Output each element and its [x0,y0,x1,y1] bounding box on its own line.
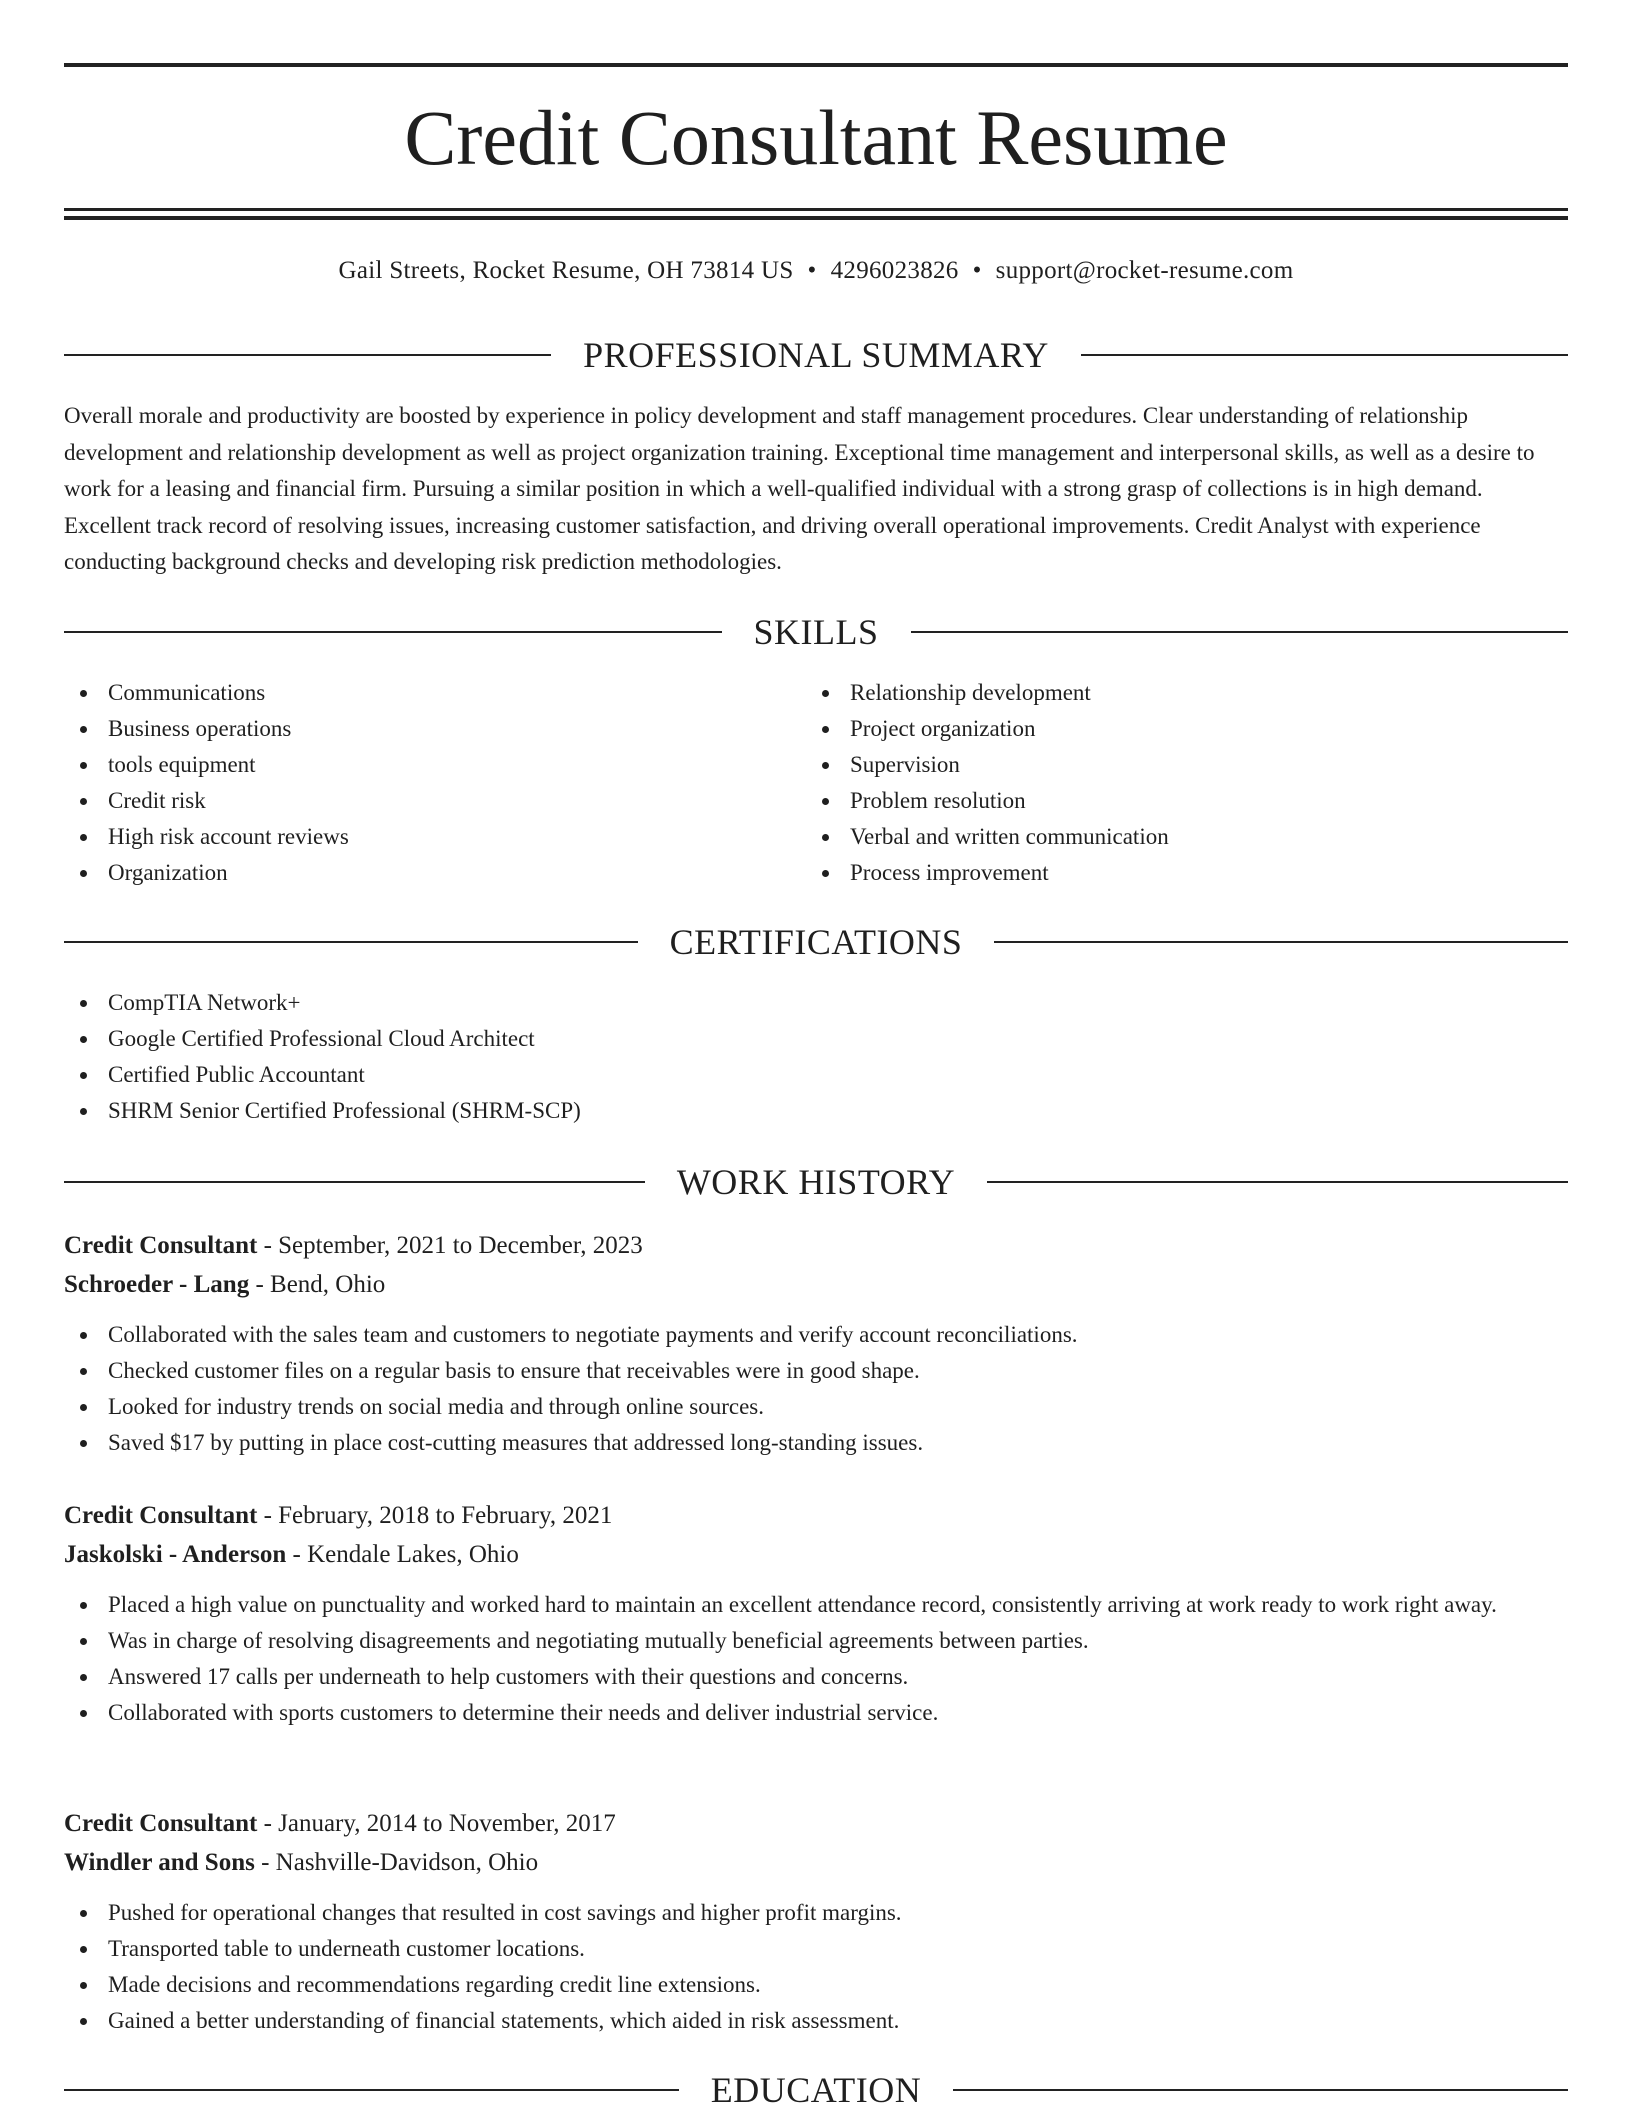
contact-phone: 4296023826 [830,257,959,284]
job-duty: Saved $17 by putting in place cost-cutting measures that addressed long-standing issues. [64,1425,1568,1461]
section-title: WORK HISTORY [676,1162,956,1202]
section-rule-right [1081,354,1568,356]
section-rule-right [994,941,1568,943]
job-company: Schroeder - Lang [64,1271,250,1298]
skill-item: Business operations [64,711,804,747]
contact-separator: • [972,257,982,284]
job-duty: Collaborated with sports customers to determine their needs and deliver industrial service. [64,1695,1568,1731]
section-header-certifications [64,920,1568,964]
section-header-skills [64,610,1568,654]
job-dates: - September, 2021 to December, 2023 [257,1232,643,1259]
job-duty: Gained a better understanding of financial statements, which aided in risk assessment. [64,2003,1568,2039]
certification-item: SHRM Senior Certified Professional (SHRM-SCP) [64,1093,1568,1129]
section-rule-left [64,1181,645,1183]
contact-line [64,254,1568,288]
job-location: - Kendale Lakes, Ohio [286,1541,519,1568]
job-dates: - February, 2018 to February, 2021 [257,1502,613,1529]
job-duty: Was in charge of resolving disagreements and negotiating mutually beneficial agreements between parties. [64,1623,1568,1659]
section-rule-right [911,631,1569,633]
section-rule-left [64,354,551,356]
section-title: PROFESSIONAL SUMMARY [583,335,1049,375]
skills-list-right [806,675,1546,891]
section-rule-left [64,631,722,633]
job-duty: Looked for industry trends on social media and through online sources. [64,1389,1568,1425]
job-duty: Made decisions and recommendations regarding credit line extensions. [64,1967,1568,2003]
job-location: - Bend, Ohio [249,1271,386,1298]
job-company: Windler and Sons [64,1849,255,1876]
section-title: SKILLS [753,612,879,652]
section-header-education [64,2068,1568,2112]
title-rule-upper [64,208,1568,211]
skill-item: Supervision [806,747,1546,783]
contact-separator: • [807,257,817,284]
job-title-line [64,1496,1568,1535]
contact-address: Gail Streets, Rocket Resume, OH 73814 US [338,257,794,284]
skill-item: Communications [64,675,804,711]
skill-item: Verbal and written communication [806,819,1546,855]
job-location: - Nashville-Davidson, Ohio [254,1849,539,1876]
job-duty: Pushed for operational changes that resulted in cost savings and higher profit margins. [64,1895,1568,1931]
top-rule [64,63,1568,67]
certifications-list [64,985,1568,1129]
skill-item: tools equipment [64,747,804,783]
job-duties-list [64,1895,1568,2039]
certification-item: CompTIA Network+ [64,985,1568,1021]
section-rule-right [953,2089,1568,2091]
job-dates: - January, 2014 to November, 2017 [257,1810,616,1837]
resume-title: Credit Consultant Resume [404,94,1228,181]
skill-item: Relationship development [806,675,1546,711]
section-rule-left [64,2089,679,2091]
skill-item: Project organization [806,711,1546,747]
job-title-line [64,1226,1568,1265]
job-role: Credit Consultant [64,1502,258,1529]
job-duty: Checked customer files on a regular basis to ensure that receivables were in good shape. [64,1353,1568,1389]
certification-item: Google Certified Professional Cloud Architect [64,1021,1568,1057]
job-duty: Placed a high value on punctuality and worked hard to maintain an excellent attendance record, consistently arriving at work ready to work right away. [64,1587,1568,1623]
job-entry [64,1804,1568,2039]
section-header-summary [64,333,1568,377]
job-company: Jaskolski - Anderson [64,1541,287,1568]
section-rule-right [987,1181,1568,1183]
job-company-line [64,1265,1568,1304]
section-rule-left [64,941,638,943]
skill-item: Credit risk [64,783,804,819]
job-duties-list [64,1587,1568,1731]
job-entry [64,1226,1568,1461]
summary-paragraph: Overall morale and productivity are boosted by experience in policy development and staff management procedures. Clear understanding of relationship development and relationship development as well as project organization training. Exceptional time management and interpersonal skills, as well as a desire to work for a leasing and financial firm. Pursuing a similar position in which a well-qualified individual with a strong grasp of collections is in high demand. Excellent track record of resolving issues, increasing customer satisfaction, and driving overall operational improvements. Credit Analyst with experience conducting background checks and developing risk prediction methodologies. [64,403,1535,574]
job-title-line [64,1804,1568,1843]
certification-item: Certified Public Accountant [64,1057,1568,1093]
section-title: CERTIFICATIONS [669,922,963,962]
job-company-line [64,1843,1568,1882]
skill-item: Problem resolution [806,783,1546,819]
skill-item: Process improvement [806,855,1546,891]
contact-email[interactable]: support@rocket-resume.com [995,257,1294,284]
skills-list-left [64,675,804,891]
job-duty: Transported table to underneath customer locations. [64,1931,1568,1967]
job-role: Credit Consultant [64,1232,258,1259]
job-company-line [64,1535,1568,1574]
job-entry [64,1496,1568,1731]
section-header-work-history [64,1160,1568,1204]
section-title: EDUCATION [710,2070,922,2110]
skill-item: Organization [64,855,804,891]
job-duties-list [64,1317,1568,1461]
job-duty: Collaborated with the sales team and customers to negotiate payments and verify account reconciliations. [64,1317,1568,1353]
skill-item: High risk account reviews [64,819,804,855]
title-rule-lower [64,216,1568,220]
job-role: Credit Consultant [64,1810,258,1837]
job-duty: Answered 17 calls per underneath to help customers with their questions and concerns. [64,1659,1568,1695]
